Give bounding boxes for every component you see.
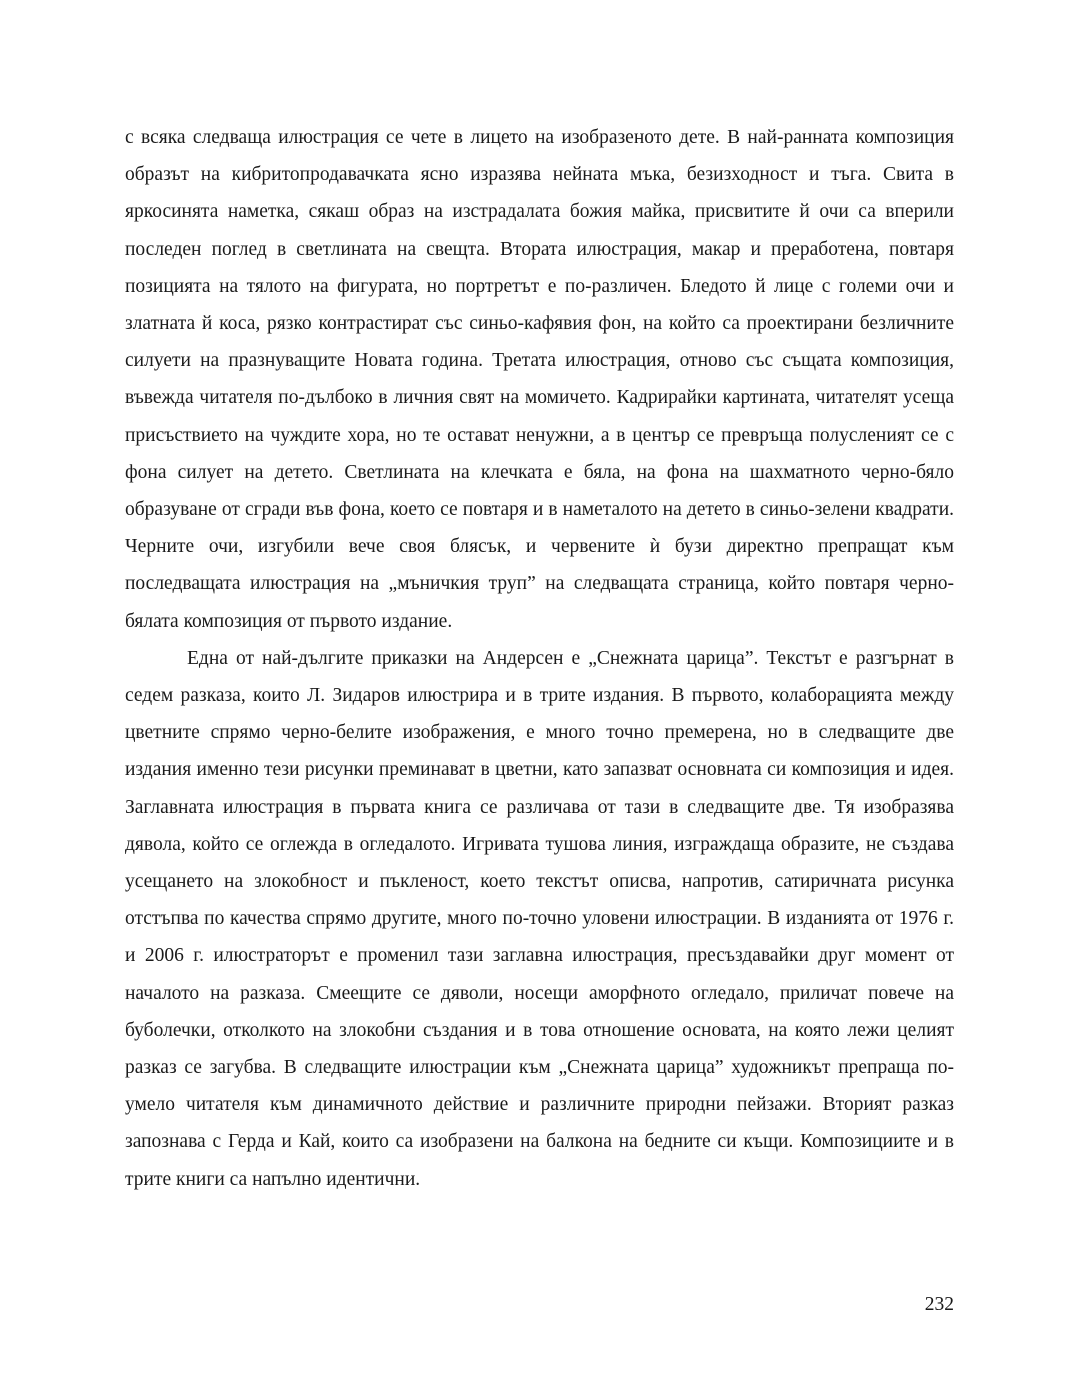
page-number: 232: [924, 1294, 954, 1315]
paragraph-2: Една от най-дългите приказки на Андерсен е „Снежната царица”. Текстът е разгърнат в седем разказа, които Л. Зидаров илюстрира и в трите издания. В първото, колаборацията между цветните спрямо черно-белите изображения, е много точно премерена, но в следващите две издания именно тези рисунки преминават в цветни, като запазват основната си композиция и идея. Заглавната илюстрация в първата книга се различава от тази в следващите две. Тя изобразява дявола, който се оглежда в огледалото. Игривата тушова линия, изграждаща образите, не създава усещането на злокобност и пъкленост, което текстът описва, напротив, сатиричната рисунка отстъпва по качества спрямо другите, много по-точно уловени илюстрации. В изданията от 1976 г. и 2006 г. илюстраторът е променил тази заглавна илюстрация, пресъздавайки друг момент от началото на разказа. Смеещите се дяволи, носещи аморфното огледало, приличат повече на буболечки, отколкото на злокобни създания и в това отношение основата, на която лежи целият разказ се загубва. В следващите илюстрации към „Снежната царица” художникът препраща по-умело читателя към динамичното действие и различните природни пейзажи. Вторият разказ запознава с Герда и Кай, които са изобразени на балкона на бедните си къщи. Композициите и в трите книги са напълно идентични.: [125, 647, 954, 1190]
page-body: [125, 119, 954, 1198]
paragraph-1: с всяка следваща илюстрация се чете в лицето на изобразеното дете. В най-ранната композиция образът на кибритопродавачката ясно изразява нейната мъка, безизходност и тъга. Свита в яркосинята наметка, сякаш образ на изстрадалата божия майка, присвитите й очи са вперили последен поглед в светлината на свещта. Втората илюстрация, макар и преработена, повтаря позицията на тялото на фигурата, но портретът е по-различен. Бледото й лице с големи очи и златната й коса, рязко контрастират със синьо-кафявия фон, на който са проектирани безличните силуети на празнуващите Новата година. Третата илюстрация, отново със същата композиция, въвежда читателя по-дълбоко в личния свят на момичето. Кадрирайки картината, читателят усеща присъствието на чуждите хора, но те остават ненужни, а в център се превръща полусленият се с фона силует на детето. Светлината на клечката е бяла, на фона на шахматното черно-бяло образуване от сгради във фона, което се повтаря и в наметалото на детето в синьо-зелени квадрати. Черните очи, изгубили вече своя блясък, и червените ѝ бузи директно препращат към последващата илюстрация на „мъничкия труп” на следващата страница, който повтаря черно-бялата композиция от първото издание.: [125, 127, 954, 632]
